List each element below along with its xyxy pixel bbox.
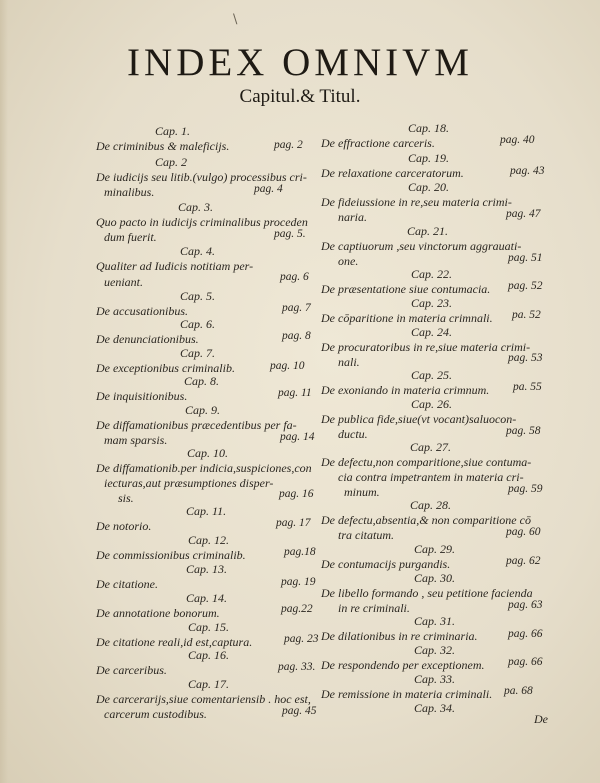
chapter-title: De respondendo per exceptionem. [321,658,485,672]
chapter-title: De denunciationibus. [96,332,199,346]
page-reference: pag. 33. [278,661,316,673]
page-reference: pag. 53 [508,352,543,364]
chapter-title: De defectu,absentia,& non comparitione cō [321,513,531,527]
chapter-number: Cap. 3. [178,200,214,214]
chapter-number: Cap. 18. [408,121,450,135]
page-reference: pag. 60 [506,526,541,538]
chapter-title: De defectu,non comparitione,siue contuma- [321,455,532,469]
chapter-title: De notorio. [96,519,152,533]
chapter-title-continued: sis. [118,491,134,505]
page-reference: pag. 8 [282,330,311,342]
chapter-number: Cap. 19. [408,151,450,165]
chapter-title: De citatione. [96,577,158,591]
chapter-title-continued: minum. [344,485,380,499]
chapter-number: Cap. 33. [414,672,456,686]
chapter-number: Cap. 13. [186,562,228,576]
chapter-title: De captiuorum ,seu vinctorum aggrauati- [321,239,522,253]
chapter-title-continued: naria. [338,210,368,224]
chapter-title: De criminibus & maleficijs. [96,139,230,153]
chapter-title: De carceribus. [96,663,167,677]
chapter-number: Cap. 30. [414,571,456,585]
chapter-number: Cap. 6. [180,317,216,331]
chapter-title: De libello formando , seu petitione facienda [321,586,533,600]
page-reference: pa. 55 [513,381,542,393]
page-reference: pag. 59 [508,483,543,495]
chapter-number: Cap. 20. [408,180,450,194]
corner-mark: \ [233,12,238,27]
chapter-title: De commissionibus criminalib. [96,548,246,562]
chapter-number: Cap. 8. [184,374,220,388]
page-reference: pag. 40 [500,134,535,146]
page-reference: pag. 52 [508,280,543,292]
chapter-number: Cap. 4. [180,244,216,258]
page-reference: pag. 43 [510,165,545,177]
chapter-number: Cap. 1. [155,124,191,138]
chapter-number: Cap. 9. [185,403,221,417]
page-reference: pa. 52 [512,309,541,321]
page-reference: pag. 62 [506,555,541,567]
chapter-number: Cap. 22. [411,267,453,281]
page-reference: pag. 66 [508,628,543,640]
chapter-number: Cap. 24. [411,325,453,339]
chapter-number: Cap. 10. [187,446,229,460]
chapter-title: De præsentatione siue contumacia. [321,282,491,296]
chapter-title: De diffamationibus præcedentibus per fa- [96,418,297,432]
page-reference: pag.18 [284,546,316,558]
chapter-title: De exoniando in materia crimnum. [321,383,490,397]
chapter-title-continued: in re criminali. [338,601,410,615]
chapter-number: Cap. 27. [410,440,452,454]
chapter-number: Cap. 21. [407,224,449,238]
chapter-number: Cap. 17. [188,677,230,691]
chapter-title: De contumacijs purgandis. [321,557,451,571]
chapter-title-continued: cia contra impetrantem in materia cri- [338,470,524,484]
chapter-number: Cap. 11. [186,504,227,518]
catchword: De [534,712,548,726]
page-reference: pag. 63 [508,599,543,611]
chapter-title: De annotatione bonorum. [96,606,220,620]
chapter-number: Cap. 12. [188,533,230,547]
page-reference: pag. 11 [278,387,312,399]
page-reference: pag. 66 [508,656,543,668]
chapter-title: Quo pacto in iudicijs criminalibus proceden [96,215,308,229]
chapter-number: Cap. 16. [188,648,230,662]
chapter-title-continued: one. [338,254,359,268]
page-reference: pag. 7 [282,302,311,314]
chapter-title-continued: mam sparsis. [104,433,168,447]
chapter-title: De fideiussione in re,seu materia crimi- [321,195,512,209]
chapter-title: De effractione carceris. [321,136,435,150]
page-reference: pa. 68 [504,685,533,697]
chapter-title-continued: ductu. [338,427,368,441]
chapter-title: De carcerarijs,siue comentariensib . hoc est, [96,692,311,706]
chapter-number: Cap. 25. [411,368,453,382]
chapter-number: Cap. 34. [414,701,456,715]
chapter-title-continued: minalibus. [104,185,155,199]
chapter-title: De relaxatione carceratorum. [321,166,464,180]
chapter-number: Cap. 15. [188,620,230,634]
chapter-number: Cap. 7. [180,346,216,360]
page-gutter-shadow [0,0,8,783]
chapter-number: Cap. 32. [414,643,456,657]
chapter-title-continued: ueniant. [104,275,143,289]
page-reference: pag. 6 [280,271,309,283]
chapter-number: Cap. 23. [411,296,453,310]
chapter-title: De remissione in materia criminali. [321,687,493,701]
page-reference: pag. 10 [270,360,305,372]
page-reference: pag. 17 [276,517,311,529]
chapter-title: De inquisitionibus. [96,389,188,403]
chapter-title: De accusationibus. [96,304,188,318]
chapter-title-continued: carcerum custodibus. [104,707,207,721]
chapter-number: Cap. 29. [414,542,456,556]
chapter-title: De citatione reali,id est,captura. [96,635,253,649]
chapter-number: Cap. 28. [410,498,452,512]
chapter-title-continued: tra citatum. [338,528,394,542]
page-reference: pag. 58 [506,425,541,437]
chapter-title: De exceptionibus criminalib. [96,361,235,375]
page-reference: pag. 51 [508,252,543,264]
chapter-title: De dilationibus in re criminaria. [321,629,478,643]
chapter-number: Cap. 14. [186,591,228,605]
chapter-title: De iudicijs seu litib.(vulgo) processibus cri- [96,170,307,184]
page-reference: pag. 14 [280,431,315,443]
page-reference: pag. 4 [254,183,283,195]
page-reference: pag. 5. [274,228,306,240]
page-reference: pag. 45 [282,705,317,717]
chapter-number: Cap. 26. [411,397,453,411]
page-reference: pag.22 [281,603,313,615]
chapter-number: Cap. 31. [414,614,456,628]
page-title: INDEX OMNIVM [127,41,473,84]
chapter-title: De publica fide,siue(vt vocant)saluocon- [321,412,517,426]
chapter-number: Cap. 2 [155,155,188,169]
chapter-title-continued: nali. [338,355,360,369]
page-subtitle: Capitul.& Titul. [239,86,361,107]
chapter-number: Cap. 5. [180,289,216,303]
page-reference: pag. 23 [284,633,319,645]
page-reference: pag. 47 [506,208,541,220]
chapter-title: De diffamationib.per indicia,suspiciones,con [96,461,312,475]
chapter-title: Qualiter ad Iudicis notitiam per- [96,259,254,273]
page-reference: pag. 2 [274,139,303,151]
chapter-title: De procuratoribus in re,siue materia crimi- [321,340,531,354]
chapter-title: De cōparitione in materia crimnali. [321,311,493,325]
chapter-title-continued: iecturas,aut præsumptiones disper- [104,476,274,490]
chapter-title-continued: dum fuerit. [104,230,157,244]
page-reference: pag. 16 [279,488,314,500]
page-reference: pag. 19 [281,576,316,588]
